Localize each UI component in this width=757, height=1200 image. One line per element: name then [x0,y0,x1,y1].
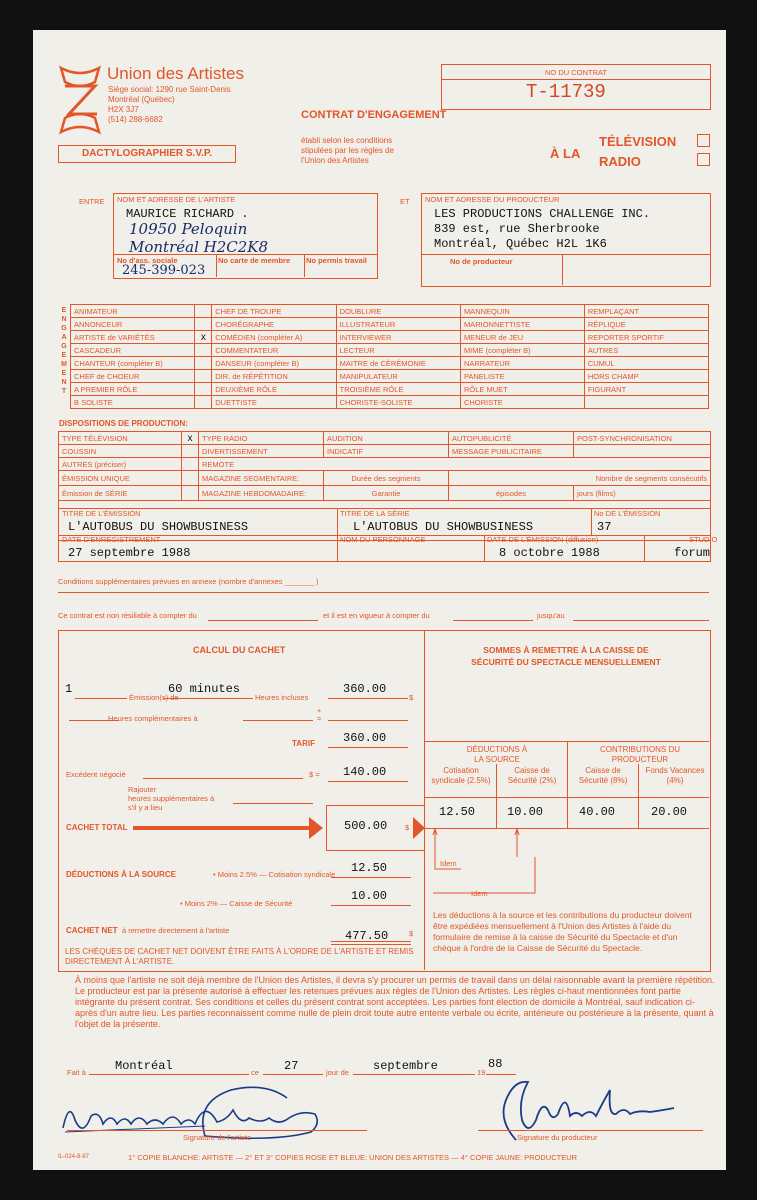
member-card-label: No carte de membre [218,256,291,265]
deductions-head: DÉDUCTIONS À LA SOURCE [466,745,528,764]
artist-signature-label: Signature de l'artiste [183,1133,252,1142]
idem-label: Idem [440,859,457,868]
disp-cell[interactable]: AUDITION [324,432,449,445]
caisse-value[interactable]: 40.00 [579,805,616,819]
signing-place[interactable]: Montréal [115,1059,173,1073]
broadcast-date-label: DATE DE L'ÉMISSION (diffusion) [487,535,599,544]
ssn-label: No d'ass. sociale [117,256,178,265]
recording-date-label: DATE D'ENREGISTREMENT [62,535,161,544]
until-label: jusqu'au [537,611,565,620]
deduction1[interactable]: 12.50 [351,861,388,875]
divider [591,509,592,535]
form-subtitle: établi selon les conditions stipulées par les règles de l'Union des Artistes [301,136,394,165]
engagement-option[interactable]: REMPLAÇANT [584,305,708,318]
producer-address-line1[interactable]: 839 est, rue Sherbrooke [434,222,600,236]
rajouter-line: Rajouter [128,785,157,794]
engagement-option[interactable]: NARRATEUR [460,357,584,370]
producer-address-line2[interactable]: Montréal, Québec H2L 1K6 [434,237,607,251]
divider [484,535,485,561]
engagement-option[interactable]: PANELISTE [460,370,584,383]
artist-address-line1[interactable]: 10950 Peloquin [129,220,248,238]
divider [216,254,217,277]
tarif-label: TARIF [292,739,315,748]
work-permit-label: No permis travail [306,256,367,265]
form-title: CONTRAT D'ENGAGEMENT [301,109,447,121]
engagement-option[interactable]: TROISIÈME RÔLE [336,383,460,396]
in-force-label: et il est en vigueur à compter du [323,611,430,620]
engagement-side-label: E N G A G E M E N T [61,307,67,395]
disp-cell[interactable]: ÉMISSION UNIQUE [59,471,182,486]
amount-base[interactable]: 360.00 [343,682,387,696]
fill-line [328,747,408,748]
form-code: IL-024-8-87 [58,1154,90,1160]
caisse-value[interactable]: 10.00 [507,805,544,819]
engagement-option[interactable]: MIME (compléter B) [460,344,584,357]
net[interactable]: 477.50 [345,929,389,943]
engagement-option[interactable]: RÔLE MUET [460,383,584,396]
deduction2[interactable]: 10.00 [351,889,388,903]
engagement-option[interactable]: MENEUR de JEU [460,331,584,344]
engagement-option[interactable]: CHORISTE [460,396,584,409]
disp-cell[interactable]: AUTOPUBLICITÉ [449,432,574,445]
entre-label: ENTRE [79,197,105,206]
engagement-option[interactable]: A PREMIER RÔLE [71,383,195,396]
fill-line [143,778,303,779]
engagement-checkbox[interactable] [195,383,212,396]
radio-checkbox[interactable] [697,153,710,166]
cachet-title: CALCUL DU CACHET [193,645,286,655]
radio-label: RADIO [599,154,641,169]
fait-a-label: Fait à [67,1068,86,1077]
divider [58,592,709,593]
engagement-row [71,344,709,357]
contract-form [33,30,726,1170]
engagement-option[interactable]: DEUXIÈME RÔLE [212,383,336,396]
disp-cell[interactable]: Durée des segments [324,471,449,486]
engagement-option[interactable]: CHORÉGRAPHE [212,318,336,331]
fill-line [453,620,533,621]
net-label: CACHET NET [66,926,118,935]
caisse-note: Les déductions à la source et les contributions du producteur doivent être expédiées mensuellement à l'Union des Artistes à l'aide du formulaire de remise à la caisse de Sécurité du Spectacle et d'un chèque à l'ordre de la Caisse de Sécurité du Spectacle. [433,910,692,953]
duration[interactable]: 60 minutes [168,682,241,696]
engagement-checkbox[interactable]: x [195,331,212,344]
engagement-option[interactable]: ANIMATEUR [71,305,195,318]
a-la-label: À LA [550,146,581,161]
contract-no-box [441,64,711,110]
arrow-right-icon [309,817,323,839]
divider [422,254,710,255]
disp-cell[interactable]: POST-SYNCHRONISATION [574,432,711,445]
fill-line [331,905,411,906]
disp-cell[interactable]: TYPE TÉLÉVISION [59,432,182,445]
org-name: Union des Artistes [107,64,245,83]
fill-line [243,720,313,721]
org-address-line: H2X 3J7 [108,105,139,114]
disp-cell[interactable]: INDICATIF [324,445,449,458]
divider [304,254,305,277]
deduction1-label: • Moins 2.5% — Cotisation syndicale [213,870,336,879]
deductions-label: DÉDUCTIONS À LA SOURCE [66,870,176,879]
dollar-sign: $ [409,693,414,702]
titles-row [58,508,711,536]
divider [562,254,563,285]
disp-check[interactable] [182,458,199,471]
engagement-option[interactable]: MAITRE de CÉRÉMONIE [336,357,460,370]
studio[interactable]: forum [674,546,711,560]
producer-label: NOM ET ADRESSE DU PRODUCTEUR [425,195,560,204]
disp-cell[interactable]: épisodes [449,486,574,501]
producer-signature-label: Signature du producteur [517,1133,598,1142]
fill-line [328,720,408,721]
net-sublabel: à remettre directement à l'artiste [122,926,230,935]
org-address-line: (514) 288-6682 [108,115,163,124]
plus-sign: + [317,706,322,715]
engagement-option[interactable]: INTERVIEWER [336,331,460,344]
fill-line [353,1074,475,1075]
divider [644,535,645,561]
contract-no: T-11739 [526,81,606,103]
et-label: ET [400,197,410,206]
total[interactable]: 500.00 [344,819,388,833]
engagement-option[interactable]: CUMUL [584,357,708,370]
non-resiliable-label: Ce contrat est non résiliable à compter du [58,611,197,620]
engagement-checkbox[interactable] [195,396,212,409]
engagement-checkbox[interactable] [195,318,212,331]
ce-label: ce [251,1068,259,1077]
disp-cell[interactable]: TYPE RADIO [199,432,324,445]
tarif[interactable]: 360.00 [343,731,387,745]
disp-cell[interactable]: MESSAGE PUBLICITAIRE [449,445,574,458]
dates-row [58,535,718,562]
fill-line [75,698,127,699]
series-title[interactable]: L'AUTOBUS DU SHOWBUSINESS [353,520,534,534]
signing-year[interactable]: 88 [488,1057,503,1071]
engagement-option[interactable]: REPORTER SPORTIF [584,331,708,344]
arrow-right-icon [413,817,425,839]
engagement-option[interactable]: LECTEUR [336,344,460,357]
caisse-title: SOMMES À REMETTRE À LA CAISSE DE SÉCURITÉ DU SPECTACLE MENSUELLEMENT [471,645,661,667]
fill-line [208,620,318,621]
disp-check[interactable] [182,445,199,458]
dollar-sign: $ [409,929,414,938]
excedent[interactable]: 140.00 [343,765,387,779]
disp-cell[interactable]: MAGAZINE SEGMENTAIRE: [199,471,324,486]
caisse-table [425,741,709,829]
fill-line [233,803,313,804]
divider [337,535,338,561]
total-label: CACHET TOTAL [66,823,128,832]
disp-cell[interactable]: REMOTE [199,458,711,471]
ssn-value[interactable]: 245-399-023 [122,263,206,278]
producer-box [421,193,711,287]
year-prefix: 19 [477,1068,486,1077]
engagement-option[interactable]: MANNEQUIN [460,305,584,318]
engagement-option[interactable]: FIGURANT [584,383,708,396]
type-note: DACTYLOGRAPHIER S.V.P. [58,145,236,163]
col-head: Fonds Vacances (4%) [645,766,705,785]
fill-line [331,941,411,942]
artist-address-line2[interactable]: Montréal H2C2K8 [129,238,269,256]
disp-cell[interactable]: Nombre de segments consécutifs [449,471,711,486]
disp-cell[interactable]: Émission de SÉRIE [59,486,182,501]
rajouter-line: s'il y a lieu [128,803,163,812]
divider [567,742,568,828]
jour-de-label: jour de [326,1068,349,1077]
rajouter-line: heures supplémentaires à [128,794,215,803]
engagement-row [71,357,709,370]
contributions-head: CONTRIBUTIONS DU PRODUCTEUR [600,745,680,764]
artist-box [113,193,378,279]
cheques-note: LES CHÈQUES DE CACHET NET DOIVENT ÊTRE FAITS À L'ORDRE DE L'ARTISTE ET REMIS DIRECTEMENT À L'ARTISTE. [65,947,414,966]
signing-day[interactable]: 27 [284,1059,299,1073]
emission-no[interactable]: 37 [597,520,612,534]
engagement-option[interactable]: MANIPULATEUR [336,370,460,383]
disp-check[interactable] [182,471,199,486]
disp-cell[interactable]: COUSSIN [59,445,182,458]
engagement-option[interactable]: COMÉDIEN (compléter A) [212,331,336,344]
dollar-sign: $ [405,823,410,832]
divider [114,254,377,255]
engagement-row [71,305,709,318]
engagement-option[interactable]: B SOLISTE [71,396,195,409]
divider [638,764,639,828]
emission-title[interactable]: L'AUTOBUS DU SHOWBUSINESS [68,520,249,534]
engagement-option[interactable]: ARTISTE de VARIÉTÉS [71,331,195,344]
fill-line [331,877,411,878]
legal-paragraph: À moins que l'artiste ne soit déjà membre de l'Union des Artistes, il devra s'y procurer un permis de travail dans un délai raisonnable avant la première répétition. Le producteur est par la présente autorisé à effectuer les retenues prévues aux règles de l'Union des Artistes. Les règles ci-haut mentionnées font partie intégrante du présent contrat. Ses conditions et celles du présent contrat sont acceptées. Les parties font élection de domicile à Montréal, sauf indication ci-après d'un autre lieu. Les parties reconnaissent comme nulle de plein droit toute autre entente verbale ou écrite, antérieure ou postérieure à la présente, quant à l'objet de la présente. [75,975,715,1029]
dispositions-table [58,431,711,501]
emissions-label: Émission(s) de [129,693,179,702]
equals-sign: = [317,714,322,723]
fill-line [328,698,408,699]
engagement-option[interactable]: CHORISTE-SOLISTE [336,396,460,409]
disp-cell[interactable]: Garantie [324,486,449,501]
complementary-hours-label: Heures complémentaires à [108,714,198,723]
recording-date[interactable]: 27 septembre 1988 [68,546,191,560]
engagement-row [71,331,709,344]
television-checkbox[interactable] [697,134,710,147]
series-title-label: TITRE DE LA SÉRIE [340,509,410,518]
fill-line [573,620,709,621]
artist-label: NOM ET ADRESSE DE L'ARTISTE [117,195,236,204]
engagement-row [71,318,709,331]
engagement-checkbox[interactable] [195,370,212,383]
fill-line [163,698,253,699]
engagement-option[interactable]: CHANTEUR (compléter B) [71,357,195,370]
emissions-count[interactable]: 1 [65,682,73,696]
divider [425,797,709,798]
col-head: Caisse de Sécurité (8%) [578,766,628,785]
engagement-row [71,396,709,409]
engagement-option[interactable]: CASCADEUR [71,344,195,357]
engagement-option[interactable]: DOUBLURE [336,305,460,318]
disp-cell[interactable]: AUTRES (préciser) [59,458,182,471]
disp-cell[interactable] [574,445,711,458]
union-logo [55,64,105,136]
arrow-line [133,826,309,830]
caisse-value[interactable]: 20.00 [651,805,688,819]
divider [337,509,338,535]
artist-name[interactable]: MAURICE RICHARD . [126,207,249,221]
engagement-table [70,304,709,409]
disp-check[interactable] [182,486,199,501]
signature-line [478,1130,703,1131]
engagement-option[interactable]: DUETTISTE [212,396,336,409]
engagement-option[interactable]: ANNONCEUR [71,318,195,331]
supplementary-conditions: Conditions supplémentaires prévues en annexe (nombre d'annexes _______ ) [58,577,319,586]
col-head: Caisse de Sécurité (2%) [507,766,557,785]
engagement-option[interactable]: MARIONNETTISTE [460,318,584,331]
disp-cell[interactable]: jours (films) [574,486,711,501]
disp-check[interactable]: x [182,432,199,445]
signature-line [67,1130,367,1131]
producer-name[interactable]: LES PRODUCTIONS CHALLENGE INC. [434,207,651,221]
engagement-option[interactable]: HORS CHAMP [584,370,708,383]
org-address-line: Siège social: 1290 rue Saint-Denis [108,85,231,94]
engagement-checkbox[interactable] [195,305,212,318]
excedent-label: Excédent négocié [66,770,126,779]
engagement-checkbox[interactable] [195,344,212,357]
engagement-row [71,370,709,383]
engagement-option[interactable]: ILLUSTRATEUR [336,318,460,331]
dispositions-title: DISPOSITIONS DE PRODUCTION: [59,419,188,428]
dollar-sign: $ = [309,770,320,779]
engagement-option[interactable]: CHEF de CHOEUR [71,370,195,383]
emission-title-label: TITRE DE L'ÉMISSION [62,509,141,518]
divider [496,764,497,828]
engagement-option[interactable]: COMMENTATEUR [212,344,336,357]
caisse-value[interactable]: 12.50 [439,805,476,819]
engagement-checkbox[interactable] [195,357,212,370]
engagement-row [71,383,709,396]
copies-note: 1° COPIE BLANCHE: ARTISTE — 2° ET 3° COPIES ROSE ET BLEUE: UNION DES ARTISTES — 4° COPIE JAUNE: PRODUCTEUR [128,1153,578,1162]
org-address-line: Montréal (Québec) [108,95,175,104]
engagement-option[interactable] [584,396,708,409]
studio-label: STUDIO [689,535,718,544]
engagement-option[interactable]: DANSEUR (compléter B) [212,357,336,370]
included-hours-label: Heures incluses [255,693,309,702]
disp-cell[interactable]: DIVERTISSEMENT [199,445,324,458]
disp-cell[interactable]: MAGAZINE HEBDOMADAIRE: [199,486,324,501]
fill-line [89,1074,249,1075]
television-label: TÉLÉVISION [599,134,677,149]
engagement-option[interactable]: RÉPLIQUE [584,318,708,331]
emission-no-label: No DE L'ÉMISSION [594,509,661,518]
broadcast-date[interactable]: 8 octobre 1988 [499,546,600,560]
engagement-option[interactable]: DIR. de RÉPÉTITION [212,370,336,383]
engagement-option[interactable]: AUTRES [584,344,708,357]
producer-no-label: No de producteur [450,257,513,266]
fill-line [331,944,411,945]
fill-line [263,1074,323,1075]
col-head: Cotisation syndicale (2.5%) [431,766,491,785]
fill-line [328,781,408,782]
contract-no-label: NO DU CONTRAT [442,68,710,80]
signing-month[interactable]: septembre [373,1059,438,1073]
character-label: NOM DU PERSONNAGE [340,535,426,544]
deduction2-label: • Moins 2% — Caisse de Sécurité [180,899,293,908]
idem-label: Idem [471,889,488,898]
engagement-option[interactable]: CHEF DE TROUPE [212,305,336,318]
